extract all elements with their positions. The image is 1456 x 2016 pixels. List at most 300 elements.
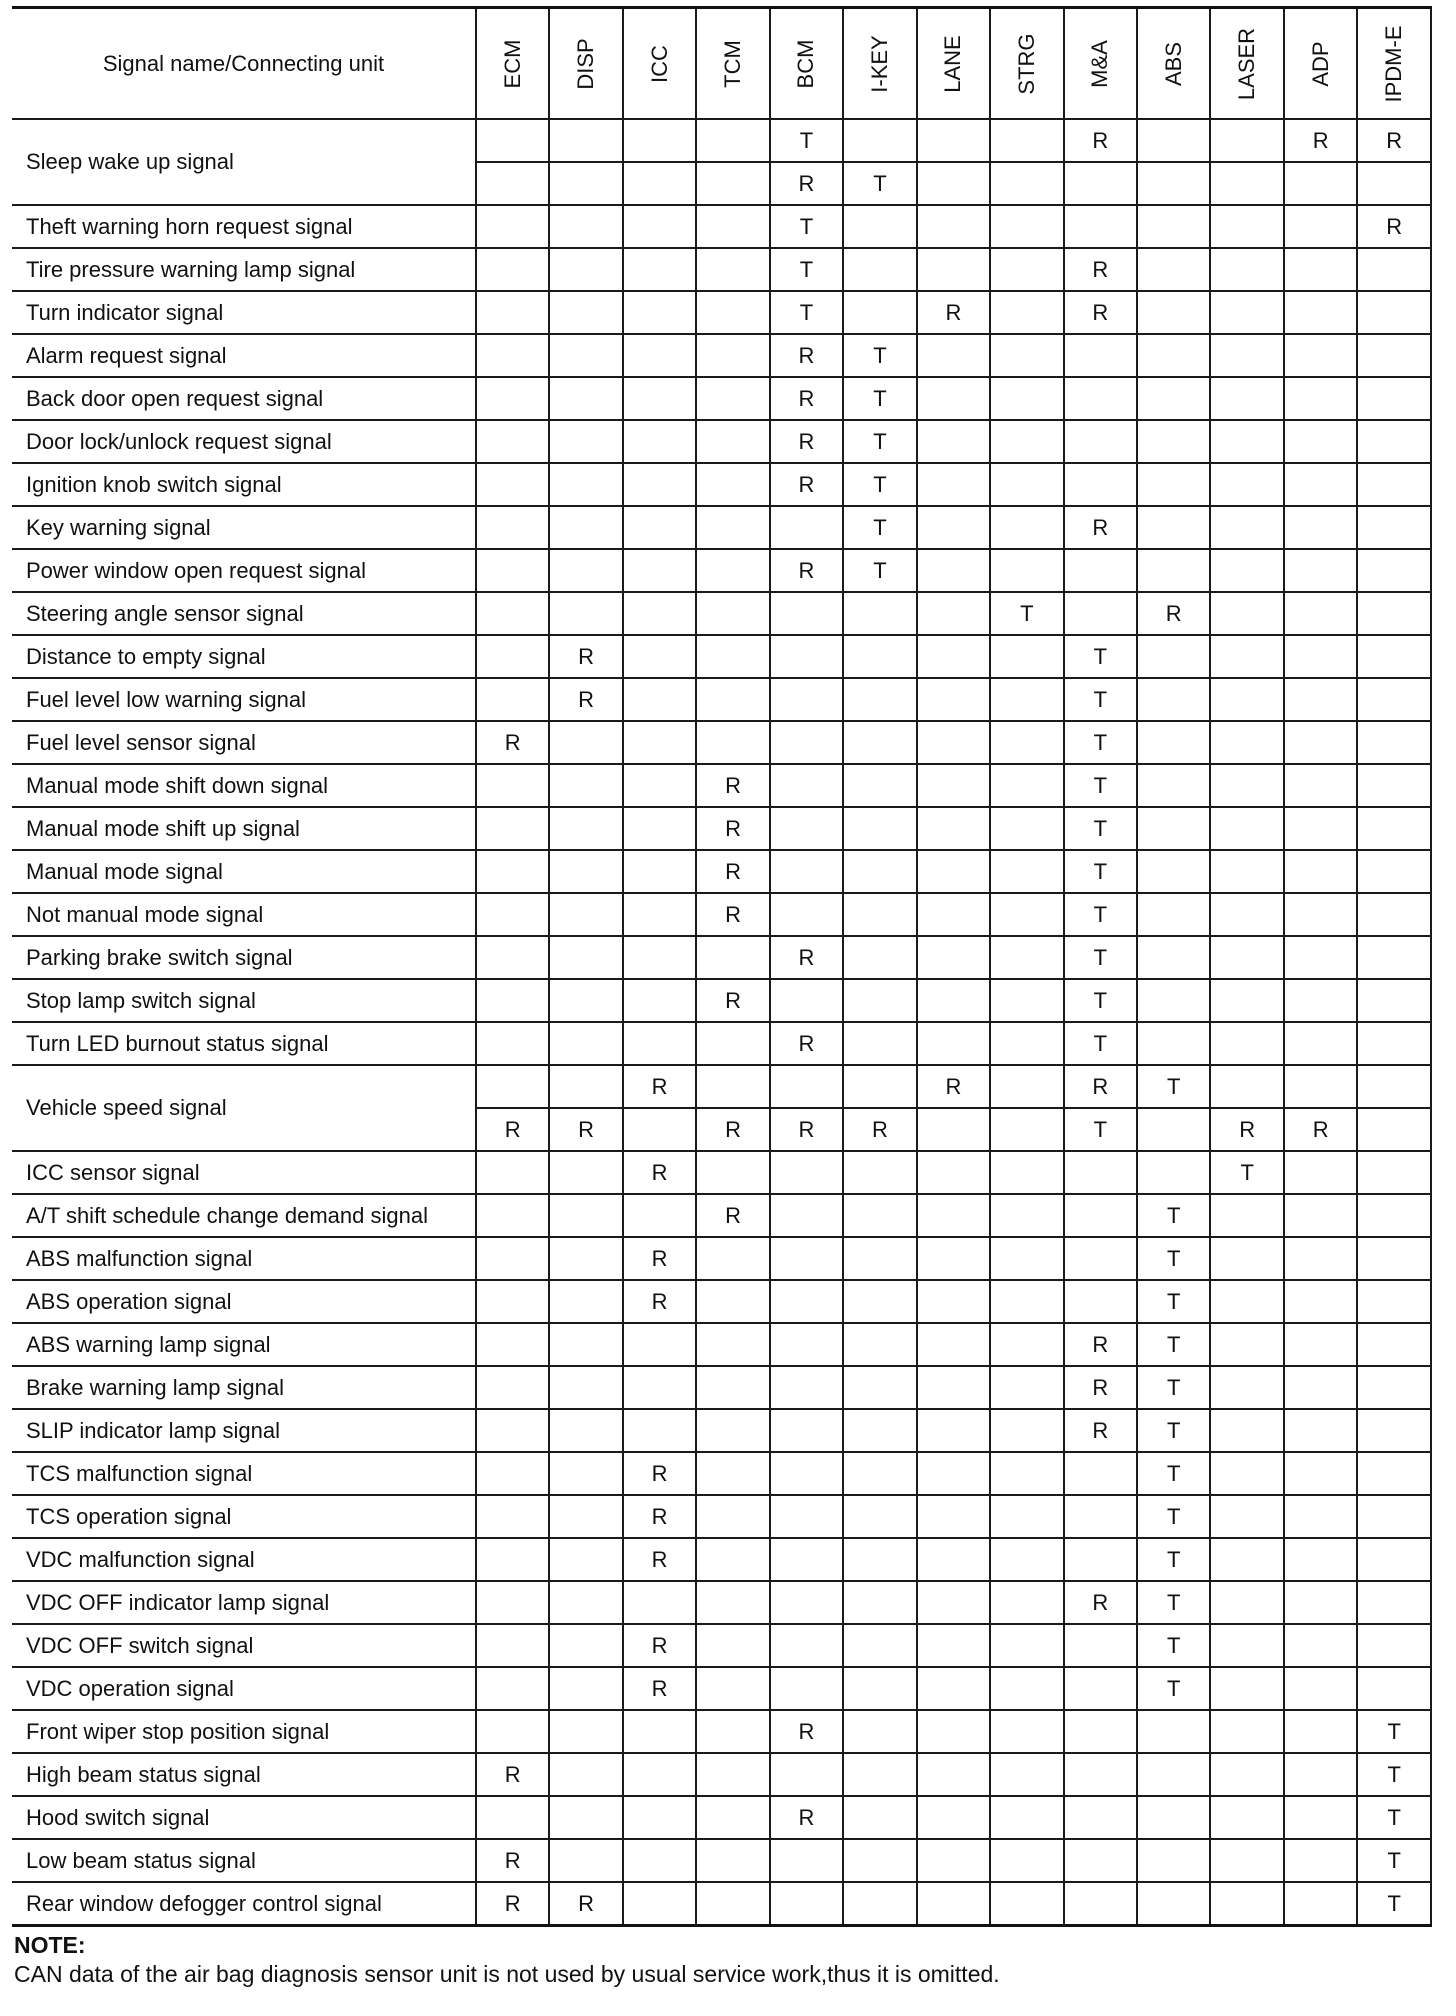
signal-cell xyxy=(1357,1237,1431,1280)
signal-cell xyxy=(476,205,549,248)
table-row xyxy=(12,1882,1431,1926)
signal-cell: T xyxy=(770,119,843,162)
signal-cell xyxy=(476,1194,549,1237)
column-header-label: IPDM-E xyxy=(1381,25,1407,102)
signal-cell: R xyxy=(770,463,843,506)
signal-cell xyxy=(549,1194,622,1237)
signal-cell xyxy=(990,1667,1063,1710)
signal-cell xyxy=(1210,1280,1283,1323)
signal-cell xyxy=(1064,1151,1137,1194)
signal-cell xyxy=(696,1237,769,1280)
signal-cell: T xyxy=(1137,1452,1210,1495)
signal-cell: R xyxy=(696,1194,769,1237)
signal-cell xyxy=(770,1366,843,1409)
signal-cell xyxy=(1284,1237,1357,1280)
signal-cell xyxy=(1210,291,1283,334)
signal-cell xyxy=(843,1495,916,1538)
signal-cell xyxy=(549,1065,622,1108)
column-header-abs xyxy=(1137,8,1210,120)
signal-name: A/T shift schedule change demand signal xyxy=(12,1194,476,1237)
signal-cell xyxy=(549,506,622,549)
signal-cell: R xyxy=(1064,1065,1137,1108)
signal-cell xyxy=(476,334,549,377)
signal-cell xyxy=(843,1667,916,1710)
signal-cell xyxy=(1357,635,1431,678)
signal-cell xyxy=(476,1538,549,1581)
signal-cell xyxy=(770,1452,843,1495)
signal-name: Power window open request signal xyxy=(12,549,476,592)
signal-cell xyxy=(990,506,1063,549)
signal-cell xyxy=(917,1710,990,1753)
signal-cell xyxy=(1210,1667,1283,1710)
signal-cell xyxy=(549,248,622,291)
signal-cell xyxy=(990,1366,1063,1409)
signal-cell xyxy=(1064,377,1137,420)
signal-cell xyxy=(696,463,769,506)
signal-cell xyxy=(696,678,769,721)
signal-cell xyxy=(1137,334,1210,377)
signal-cell xyxy=(696,1151,769,1194)
signal-cell xyxy=(1357,1538,1431,1581)
signal-cell xyxy=(1357,420,1431,463)
signal-cell xyxy=(1137,721,1210,764)
table-row xyxy=(12,291,1431,334)
signal-cell: R xyxy=(1064,506,1137,549)
signal-cell xyxy=(623,549,696,592)
signal-cell xyxy=(549,1452,622,1495)
header-row xyxy=(12,8,1431,120)
signal-cell xyxy=(1357,893,1431,936)
signal-cell xyxy=(1357,678,1431,721)
signal-cell xyxy=(1210,1237,1283,1280)
signal-cell xyxy=(917,807,990,850)
signal-cell xyxy=(1284,291,1357,334)
signal-cell xyxy=(476,420,549,463)
signal-cell xyxy=(1064,1194,1137,1237)
signal-cell xyxy=(1137,549,1210,592)
signal-cell xyxy=(1137,506,1210,549)
signal-cell xyxy=(623,162,696,205)
table-row xyxy=(12,506,1431,549)
signal-cell xyxy=(696,1667,769,1710)
signal-cell xyxy=(1357,549,1431,592)
signal-cell xyxy=(549,420,622,463)
signal-cell xyxy=(917,1022,990,1065)
signal-name: Sleep wake up signal xyxy=(12,119,476,205)
signal-cell xyxy=(476,1237,549,1280)
signal-cell xyxy=(770,592,843,635)
signal-cell xyxy=(770,1323,843,1366)
signal-cell xyxy=(917,1495,990,1538)
signal-name: Tire pressure warning lamp signal xyxy=(12,248,476,291)
signal-cell xyxy=(623,1194,696,1237)
signal-cell: R xyxy=(770,549,843,592)
signal-cell xyxy=(990,1581,1063,1624)
signal-cell xyxy=(1210,1495,1283,1538)
signal-cell xyxy=(1064,1667,1137,1710)
signal-cell xyxy=(990,549,1063,592)
signal-cell xyxy=(1284,1495,1357,1538)
signal-cell xyxy=(990,1280,1063,1323)
signal-cell xyxy=(990,420,1063,463)
signal-cell xyxy=(843,1796,916,1839)
table-row xyxy=(12,1237,1431,1280)
signal-cell xyxy=(1210,764,1283,807)
table-row xyxy=(12,463,1431,506)
signal-cell xyxy=(1137,678,1210,721)
column-header-adp xyxy=(1284,8,1357,120)
signal-cell xyxy=(1064,1452,1137,1495)
signal-cell xyxy=(843,1237,916,1280)
signal-cell xyxy=(990,1409,1063,1452)
signal-cell xyxy=(476,592,549,635)
signal-cell xyxy=(770,1882,843,1926)
signal-cell xyxy=(549,807,622,850)
signal-name: ABS operation signal xyxy=(12,1280,476,1323)
signal-cell xyxy=(770,850,843,893)
signal-cell xyxy=(476,1796,549,1839)
signal-cell xyxy=(549,1409,622,1452)
signal-cell xyxy=(1137,291,1210,334)
signal-cell: R xyxy=(1064,1581,1137,1624)
signal-cell xyxy=(1137,377,1210,420)
signal-cell xyxy=(1210,549,1283,592)
signal-cell xyxy=(696,1409,769,1452)
signal-cell xyxy=(990,1108,1063,1151)
signal-cell xyxy=(770,1624,843,1667)
signal-cell xyxy=(917,893,990,936)
signal-cell xyxy=(1357,807,1431,850)
signal-cell: R xyxy=(770,420,843,463)
signal-cell: R xyxy=(1357,119,1431,162)
signal-cell xyxy=(770,1237,843,1280)
signal-cell xyxy=(1064,420,1137,463)
signal-cell xyxy=(549,119,622,162)
signal-cell: T xyxy=(1357,1796,1431,1839)
signal-cell xyxy=(843,1710,916,1753)
column-header-i-key xyxy=(843,8,916,120)
signal-cell xyxy=(1210,1581,1283,1624)
signal-cell xyxy=(1137,1151,1210,1194)
table-row xyxy=(12,1581,1431,1624)
signal-cell xyxy=(1284,1839,1357,1882)
signal-name: VDC malfunction signal xyxy=(12,1538,476,1581)
signal-cell xyxy=(623,721,696,764)
signal-cell xyxy=(696,506,769,549)
signal-cell xyxy=(623,1753,696,1796)
signal-cell xyxy=(1210,1882,1283,1926)
signal-name: Steering angle sensor signal xyxy=(12,592,476,635)
signal-cell xyxy=(1357,1409,1431,1452)
signal-cell xyxy=(696,1452,769,1495)
signal-cell xyxy=(476,979,549,1022)
signal-cell xyxy=(1284,205,1357,248)
signal-cell: T xyxy=(1064,850,1137,893)
column-header-label: DISP xyxy=(573,37,599,90)
signal-cell xyxy=(917,1839,990,1882)
table-row xyxy=(12,420,1431,463)
signal-cell xyxy=(917,506,990,549)
signal-cell xyxy=(843,1753,916,1796)
signal-cell xyxy=(1284,549,1357,592)
signal-cell xyxy=(1284,721,1357,764)
signal-cell xyxy=(1064,162,1137,205)
signal-cell xyxy=(696,549,769,592)
signal-cell xyxy=(549,936,622,979)
signal-cell xyxy=(1064,1280,1137,1323)
signal-name: Stop lamp switch signal xyxy=(12,979,476,1022)
signal-cell xyxy=(1284,1710,1357,1753)
signal-cell xyxy=(476,807,549,850)
signal-cell xyxy=(696,162,769,205)
signal-cell xyxy=(990,463,1063,506)
signal-cell: T xyxy=(1137,1409,1210,1452)
signal-cell xyxy=(696,291,769,334)
signal-cell: R xyxy=(476,1108,549,1151)
signal-cell xyxy=(843,635,916,678)
signal-cell xyxy=(1357,1194,1431,1237)
signal-cell xyxy=(1357,1323,1431,1366)
signal-cell xyxy=(770,678,843,721)
signal-cell xyxy=(1357,463,1431,506)
signal-name: ICC sensor signal xyxy=(12,1151,476,1194)
table-row xyxy=(12,1452,1431,1495)
signal-cell: T xyxy=(1357,1839,1431,1882)
signal-name: Fuel level low warning signal xyxy=(12,678,476,721)
signal-cell xyxy=(1284,1409,1357,1452)
signal-cell xyxy=(623,248,696,291)
signal-cell: R xyxy=(623,1624,696,1667)
signal-cell xyxy=(990,377,1063,420)
signal-cell xyxy=(696,1710,769,1753)
signal-cell xyxy=(990,979,1063,1022)
signal-cell xyxy=(770,506,843,549)
column-header-label: STRG xyxy=(1013,32,1039,95)
signal-cell xyxy=(549,1796,622,1839)
signal-cell xyxy=(1284,592,1357,635)
signal-cell xyxy=(696,1581,769,1624)
signal-cell xyxy=(476,291,549,334)
signal-name: Manual mode shift down signal xyxy=(12,764,476,807)
signal-cell: R xyxy=(917,291,990,334)
signal-cell xyxy=(1210,1710,1283,1753)
signal-cell: T xyxy=(843,334,916,377)
signal-cell xyxy=(770,1667,843,1710)
signal-cell xyxy=(770,1409,843,1452)
signal-cell xyxy=(990,1710,1063,1753)
signal-name: Brake warning lamp signal xyxy=(12,1366,476,1409)
column-header-ecm xyxy=(476,8,549,120)
signal-cell xyxy=(1210,1323,1283,1366)
signal-cell: T xyxy=(1137,1237,1210,1280)
signal-cell xyxy=(549,549,622,592)
signal-cell xyxy=(476,1366,549,1409)
signal-cell: T xyxy=(1064,1022,1137,1065)
table-row xyxy=(12,377,1431,420)
signal-cell xyxy=(770,1280,843,1323)
signal-cell xyxy=(917,1194,990,1237)
signal-cell xyxy=(1357,764,1431,807)
signal-cell xyxy=(623,1323,696,1366)
signal-name: Distance to empty signal xyxy=(12,635,476,678)
signal-cell: T xyxy=(1064,893,1137,936)
signal-cell: R xyxy=(476,1882,549,1926)
signal-cell xyxy=(696,936,769,979)
signal-cell xyxy=(1064,1237,1137,1280)
signal-cell xyxy=(476,1409,549,1452)
signal-cell xyxy=(1284,248,1357,291)
signal-cell xyxy=(990,1452,1063,1495)
signal-cell xyxy=(917,1237,990,1280)
signal-cell xyxy=(1137,1753,1210,1796)
signal-cell xyxy=(549,1323,622,1366)
signal-cell: T xyxy=(990,592,1063,635)
signal-cell xyxy=(696,205,769,248)
signal-cell xyxy=(843,764,916,807)
signal-cell xyxy=(1137,119,1210,162)
signal-name: TCS malfunction signal xyxy=(12,1452,476,1495)
signal-cell: T xyxy=(1137,1624,1210,1667)
table-row xyxy=(12,1624,1431,1667)
signal-cell xyxy=(1357,1452,1431,1495)
signal-cell: R xyxy=(623,1495,696,1538)
signal-cell xyxy=(696,248,769,291)
signal-cell xyxy=(549,1366,622,1409)
column-header-label: ECM xyxy=(499,39,525,88)
signal-cell xyxy=(917,979,990,1022)
signal-cell xyxy=(476,248,549,291)
signal-cell xyxy=(1137,635,1210,678)
signal-cell xyxy=(990,162,1063,205)
signal-cell xyxy=(990,678,1063,721)
signal-name: VDC OFF switch signal xyxy=(12,1624,476,1667)
signal-cell xyxy=(1137,1108,1210,1151)
signal-cell: T xyxy=(1064,721,1137,764)
signal-cell xyxy=(1064,1624,1137,1667)
signal-cell xyxy=(1284,936,1357,979)
signal-cell: R xyxy=(623,1538,696,1581)
signal-cell xyxy=(623,1839,696,1882)
signal-cell xyxy=(696,1323,769,1366)
table-row xyxy=(12,1796,1431,1839)
signal-cell xyxy=(990,119,1063,162)
table-row xyxy=(12,1753,1431,1796)
signal-cell: R xyxy=(623,1667,696,1710)
signal-cell xyxy=(917,1581,990,1624)
signal-cell xyxy=(1210,1839,1283,1882)
signal-cell xyxy=(917,850,990,893)
signal-cell xyxy=(1357,1624,1431,1667)
signal-name: VDC operation signal xyxy=(12,1667,476,1710)
signal-cell: T xyxy=(1357,1710,1431,1753)
signal-cell xyxy=(917,1452,990,1495)
signal-cell xyxy=(1137,893,1210,936)
signal-cell xyxy=(917,1366,990,1409)
signal-cell: R xyxy=(549,635,622,678)
signal-cell xyxy=(1284,1366,1357,1409)
signal-cell xyxy=(843,979,916,1022)
table-row xyxy=(12,850,1431,893)
signal-cell xyxy=(843,1323,916,1366)
signal-cell xyxy=(623,291,696,334)
signal-cell: R xyxy=(623,1065,696,1108)
signal-cell xyxy=(623,463,696,506)
signal-cell xyxy=(1210,162,1283,205)
signal-cell xyxy=(696,377,769,420)
signal-cell xyxy=(476,678,549,721)
signal-cell xyxy=(1210,1624,1283,1667)
signal-cell: R xyxy=(696,979,769,1022)
signal-name: Ignition knob switch signal xyxy=(12,463,476,506)
signal-cell xyxy=(1357,1108,1431,1151)
signal-cell xyxy=(476,463,549,506)
column-header-label: TCM xyxy=(720,39,746,88)
signal-cell xyxy=(843,248,916,291)
signal-cell xyxy=(1064,1839,1137,1882)
signal-cell xyxy=(476,1667,549,1710)
signal-cell xyxy=(623,1409,696,1452)
signal-cell xyxy=(770,807,843,850)
column-header-icc xyxy=(623,8,696,120)
signal-cell: T xyxy=(1137,1366,1210,1409)
signal-cell xyxy=(843,807,916,850)
signal-cell xyxy=(549,850,622,893)
signal-cell xyxy=(917,1108,990,1151)
table-row xyxy=(12,936,1431,979)
signal-cell xyxy=(843,1839,916,1882)
signal-cell: R xyxy=(623,1151,696,1194)
signal-cell xyxy=(549,463,622,506)
signal-cell xyxy=(1137,248,1210,291)
signal-cell xyxy=(623,1108,696,1151)
signal-cell xyxy=(549,377,622,420)
signal-cell xyxy=(1284,807,1357,850)
signal-name: Turn LED burnout status signal xyxy=(12,1022,476,1065)
signal-name: High beam status signal xyxy=(12,1753,476,1796)
signal-cell xyxy=(1357,377,1431,420)
signal-cell xyxy=(1210,1366,1283,1409)
signal-cell xyxy=(770,1151,843,1194)
signal-name: VDC OFF indicator lamp signal xyxy=(12,1581,476,1624)
signal-cell xyxy=(1210,850,1283,893)
signal-cell xyxy=(843,592,916,635)
signal-cell xyxy=(476,119,549,162)
signal-cell xyxy=(549,1667,622,1710)
signal-cell xyxy=(1284,893,1357,936)
signal-cell xyxy=(843,1280,916,1323)
signal-cell xyxy=(1210,205,1283,248)
signal-cell xyxy=(1284,635,1357,678)
signal-cell xyxy=(549,1581,622,1624)
signal-cell xyxy=(549,334,622,377)
signal-cell xyxy=(1210,807,1283,850)
signal-cell: T xyxy=(1064,1108,1137,1151)
signal-name: Vehicle speed signal xyxy=(12,1065,476,1151)
signal-cell xyxy=(1357,248,1431,291)
signal-cell: T xyxy=(1137,1538,1210,1581)
signal-name: Rear window defogger control signal xyxy=(12,1882,476,1926)
signal-cell xyxy=(843,850,916,893)
signal-cell xyxy=(549,1839,622,1882)
signal-cell xyxy=(549,764,622,807)
signal-cell xyxy=(1284,1624,1357,1667)
signal-cell xyxy=(696,1366,769,1409)
signal-cell xyxy=(917,1667,990,1710)
signal-cell xyxy=(770,1065,843,1108)
column-header-lane xyxy=(917,8,990,120)
signal-cell xyxy=(549,1237,622,1280)
signal-cell: R xyxy=(1357,205,1431,248)
